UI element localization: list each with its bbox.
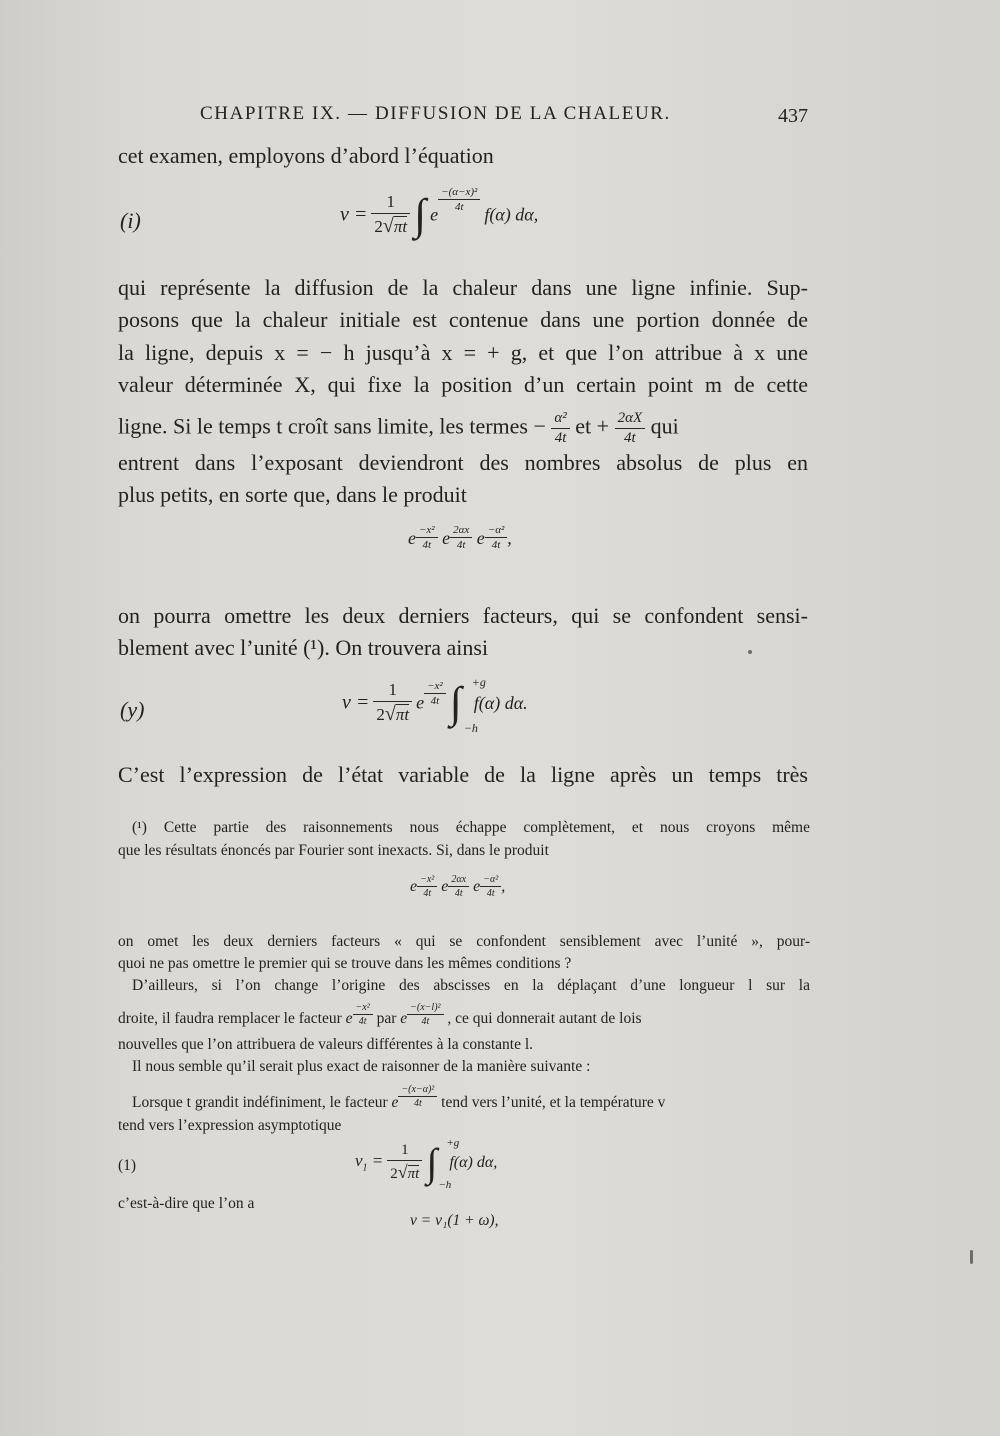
text-line: cet examen, employons d’abord l’équation (118, 143, 494, 168)
footnote-line-with-factor: Lorsque t grandit indéfiniment, le facteur e $\frac{\text{−(x−α)²}}{4t}$ tend vers l’unité, et la température v (132, 1084, 666, 1111)
text-line: C’est l’expression de l’état variable de la ligne après un temps très (118, 762, 808, 787)
text-segment: et + (575, 413, 610, 439)
page-number: 437 (778, 105, 808, 127)
footnote-equation: v = v₁(1 + ω), (410, 1212, 499, 1229)
footnote-line-with-factors: droite, il faudra remplacer le facteur e $\frac{\text{−x²}}{4t}$ par e $\frac{\text{−(x−l)²}}{4t}$ , ce qui donnerait autant de lois (118, 1002, 642, 1027)
text-segment: Lorsque t grandit indéfiniment, le facteur (132, 1094, 388, 1111)
text-line: plus petits, en sorte que, dans le produit (118, 482, 467, 507)
equation-y: v = $\frac{1}{2√\pi t}$ e $\frac{\text{−x²}}{4t}$ ∫ +g −h f(α) dα. (342, 675, 528, 735)
print-speck (970, 1250, 973, 1264)
footnote-line: Il nous semble qu’il serait plus exact de raisonner de la manière suivante : (132, 1058, 591, 1075)
print-speck (748, 650, 752, 654)
running-header: CHAPITRE IX. — DIFFUSION DE LA CHALEUR. (200, 103, 671, 124)
footnote-product: e $\frac{\text{−x²}}{4t}$ e $\frac{2\alpha x}{4t}$ e $\frac{\text{−α²}}{4t}$ , (410, 874, 506, 899)
footnote-line: D’ailleurs, si l’on change l’origine des abscisses en la déplaçant d’une longueur l sur la (132, 977, 810, 994)
equation-i: v = $\frac{1}{2√\pi t}$ ∫ e $\frac{\text{−(α−x)²}}{4t}$ f(α) dα, (340, 186, 539, 239)
text-line-with-fractions: ligne. Si le temps t croît sans limite, les termes − $\frac{\text{α²}}{4t}$ et + $\frac{2\alpha X}{4t}$ qui (118, 410, 679, 446)
product-expression: e $\frac{\text{−x²}}{4t}$ e $\frac{2\alpha x}{4t}$ e $\frac{\text{−α²}}{4t}$ , (408, 524, 512, 551)
footnote-line: nouvelles que l’on attribuera de valeurs différentes à la constante l. (118, 1036, 534, 1053)
footnote-line: c’est-à-dire que l’on a (118, 1195, 255, 1212)
equation-tag: (1) (118, 1157, 137, 1174)
equation-tag: (i) (120, 208, 141, 233)
text-segment: tend vers l’unité, et la température v (441, 1094, 666, 1111)
text-line: blement avec l’unité (¹). On trouvera ainsi (118, 635, 489, 660)
text-line: entrent dans l’exposant deviendront des nombres absolus de plus en (118, 450, 808, 475)
text-segment: , ce qui donnerait autant de lois (447, 1010, 642, 1027)
text-segment: ligne. Si le temps t croît sans limite, les termes − (118, 413, 546, 439)
footnote-line: quoi ne pas omettre le premier qui se trouve dans les mêmes conditions ? (118, 955, 572, 972)
footnote-line: (¹) Cette partie des raisonnements nous échappe complètement, et nous croyons même (132, 819, 810, 836)
footnote-line: on omet les deux derniers facteurs « qui se confondent sensiblement avec l’unité », pour- (118, 933, 810, 950)
footnote-line: que les résultats énoncés par Fourier sont inexacts. Si, dans le produit (118, 842, 549, 859)
text-line: la ligne, depuis x = − h jusqu’à x = + g, et que l’on attribue à x une (118, 340, 808, 365)
equation-tag: (y) (120, 697, 145, 722)
equation-1: $v_1$ = $\frac{1}{2√\pi t}$ ∫ +g −h f(α) dα, (355, 1136, 498, 1191)
footnote-line: tend vers l’expression asymptotique (118, 1117, 342, 1134)
text-line: valeur déterminée X, qui fixe la position d’un certain point m de cette (118, 372, 808, 397)
text-segment: par (376, 1010, 397, 1027)
text-line: qui représente la diffusion de la chaleur dans une ligne infinie. Sup- (118, 275, 808, 300)
text-segment: qui (650, 413, 679, 439)
text-line: on pourra omettre les deux derniers facteurs, qui se confondent sensi- (118, 603, 808, 628)
text-line: posons que la chaleur initiale est contenue dans une portion donnée de (118, 307, 808, 332)
text-segment: droite, il faudra remplacer le facteur (118, 1010, 342, 1027)
